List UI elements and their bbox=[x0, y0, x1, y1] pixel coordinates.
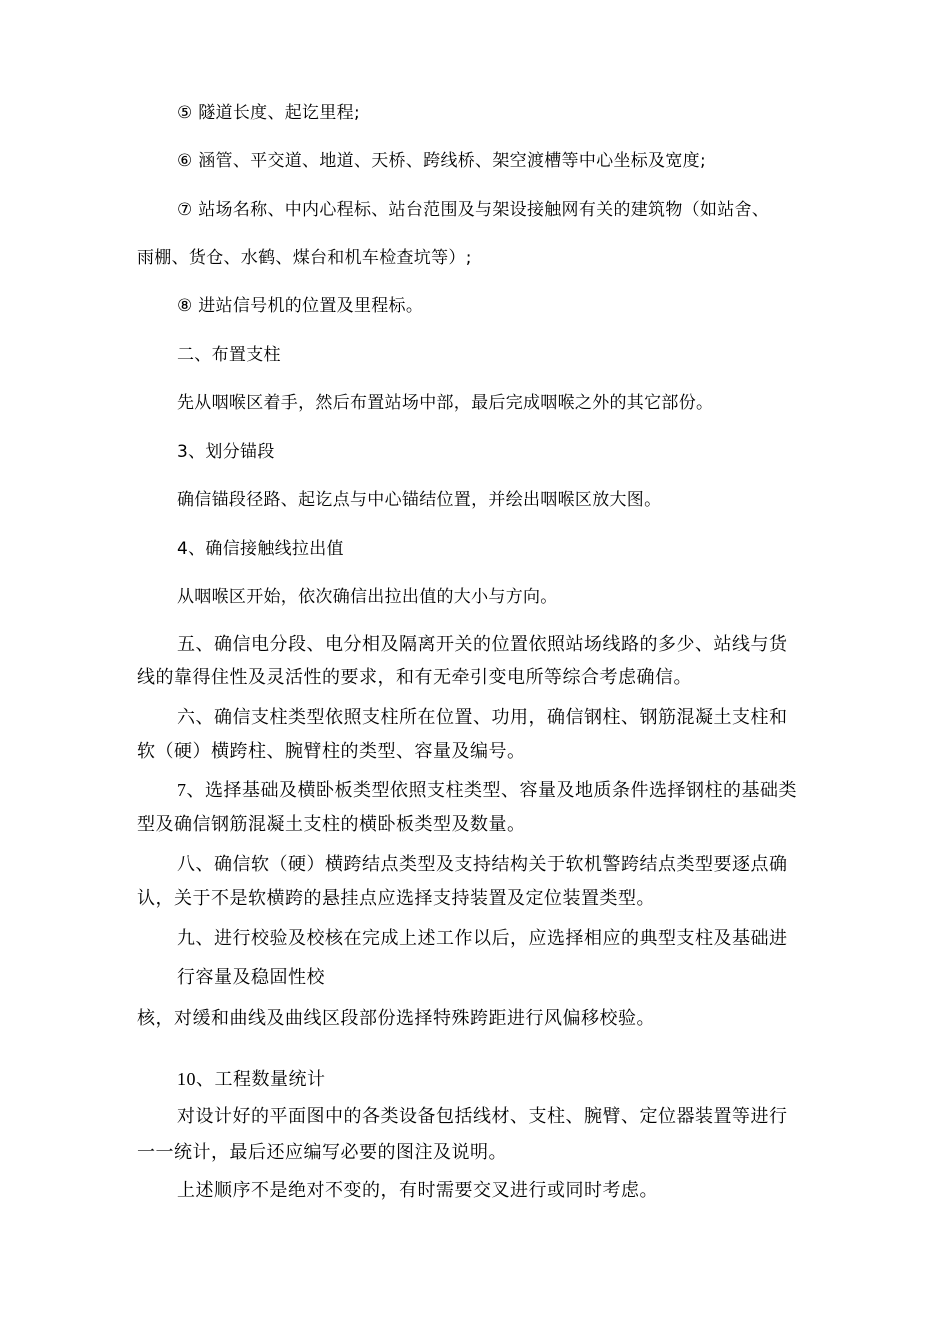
text-line-25: 一一统计，最后还应编写必要的图注及说明。 bbox=[137, 1142, 507, 1162]
section-heading-10: 10、工程数量统计 bbox=[177, 1069, 326, 1089]
text-line-11: 从咽喉区开始，依次确信出拉出值的大小与方向。 bbox=[177, 587, 558, 607]
text-line-4: 雨棚、货仓、水鹤、煤台和机车检查坑等）; bbox=[137, 248, 472, 268]
text-line-5: ⑧ 进站信号机的位置及里程标。 bbox=[177, 296, 424, 316]
text-line-15: 软（硬）横跨柱、腕臂柱的类型、容量及编号。 bbox=[137, 741, 526, 761]
text-line-1: ⑤ 隧道长度、起讫里程; bbox=[177, 103, 360, 123]
text-line-9: 确信锚段径路、起讫点与中心锚结位置，并绘出咽喉区放大图。 bbox=[177, 490, 662, 510]
text-line-17: 型及确信钢筋混凝土支柱的横卧板类型及数量。 bbox=[137, 814, 526, 834]
text-line-14: 六、确信支柱类型依照支柱所在位置、功用，确信钢柱、钢筋混凝土支柱和 bbox=[177, 707, 788, 727]
section-heading-2: 二、布置支柱 bbox=[177, 345, 281, 365]
text-line-12: 五、确信电分段、电分相及隔离开关的位置依照站场线路的多少、站线与货 bbox=[177, 634, 788, 654]
text-line-7: 先从咽喉区着手，然后布置站场中部，最后完成咽喉之外的其它部份。 bbox=[177, 393, 714, 413]
text-line-19: 认，关于不是软横跨的悬挂点应选择支持装置及定位装置类型。 bbox=[137, 888, 655, 908]
section-heading-4: 4、确信接触线拉出值 bbox=[177, 539, 344, 559]
text-line-3: ⑦ 站场名称、中内心程标、站台范围及与架设接触网有关的建筑物（如站舍、 bbox=[177, 200, 770, 220]
text-line-24: 对设计好的平面图中的各类设备包括线材、支柱、腕臂、定位器装置等进行 bbox=[177, 1106, 788, 1126]
text-line-22: 核，对缓和曲线及曲线区段部份选择特殊跨距进行风偏移校验。 bbox=[137, 1008, 655, 1028]
text-line-18: 八、确信软（硬）横跨结点类型及支持结构关于软机警跨结点类型要逐点确 bbox=[177, 854, 788, 874]
text-line-2: ⑥ 涵管、平交道、地道、天桥、跨线桥、架空渡槽等中心坐标及宽度; bbox=[177, 151, 706, 171]
text-line-20: 九、进行校验及校核在完成上述工作以后，应选择相应的典型支柱及基础进 bbox=[177, 928, 788, 948]
text-line-21: 行容量及稳固性校 bbox=[177, 967, 325, 987]
text-line-16: 7、选择基础及横卧板类型依照支柱类型、容量及地质条件选择钢柱的基础类 bbox=[177, 780, 797, 800]
text-line-13: 线的靠得住性及灵活性的要求，和有无牵引变电所等综合考虑确信。 bbox=[137, 667, 692, 687]
section-heading-3: 3、划分锚段 bbox=[177, 442, 275, 462]
text-line-26: 上述顺序不是绝对不变的，有时需要交叉进行或同时考虑。 bbox=[177, 1180, 658, 1200]
